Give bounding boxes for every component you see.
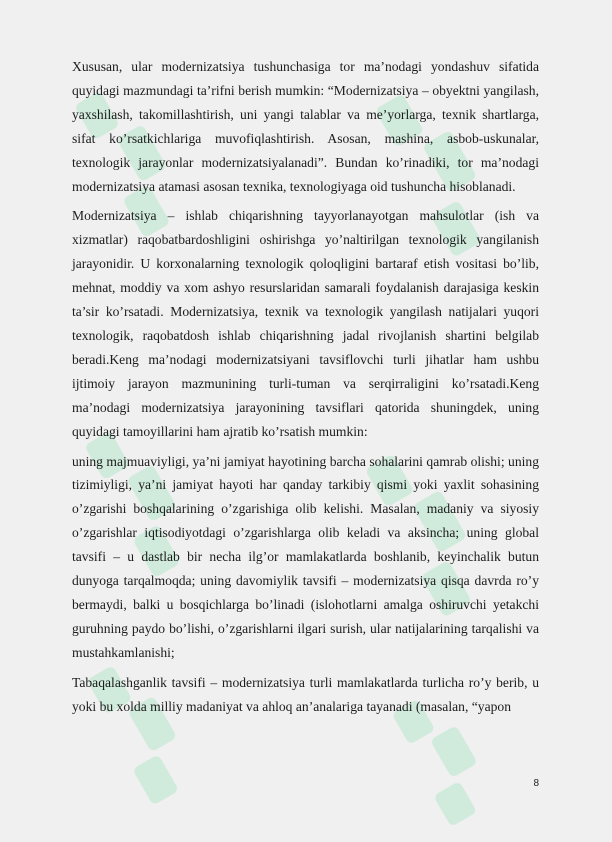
paragraph: Tabaqalashganlik tavsifi – modernizatsiya turli mamlakatlarda turlicha ro’y berib, u yoki bu xolda milliy madaniyat va ahloq an’analariga tayanadi (masalan, “yapon xyxy=(72,674,539,714)
paragraph: Xususan, ular modernizatsiya tushunchasiga tor ma’nodagi yondashuv sifatida quyidagi mazmundagi ta’rifni berish mumkin: “Modernizatsiya – obyektni yangilash, yaxshilash, takomillashtirish, uni yangi talablar va me’yorlarga, texnik shartlarga, sifat ko’rsatkichlariga muvofiqlashtirish. Asosan, mashina, asbob-uskunalar, texnologik jarayonlar modernizatsiyalanadi”. Bundan ko’rinadiki, tor ma’nodagi modernizatsiya atamasi asosan texnika, texnologiyaga oid tushuncha hisoblanadi. xyxy=(72,59,539,194)
paragraph: uning majmuaviyligi, ya’ni jamiyat hayotining barcha sohalarini qamrab olishi; uning tizimiyligi, ya’ni jamiyat hayoti har qanday tarkibiy qismi yoki yaxlit sohasining o’zgarishi boshqalarining o’zgarishiga olib kelishi. Masalan, madaniy va siyosiy o’zgarishlar iqtisodiyotdagi o’zgarishlarga olib keladi va aksincha; uning global tavsifi – u dastlab bir necha ilg’or mamlakatlarda boshlanib, keyinchalik butun dunyoga tarqalmoqda; uning davomiylik tavsifi – modernizatsiya qisqa davrda ro’y bermaydi, balki u bosqichlarga bo’linadi (islohotlarni amalga oshiruvchi yetakchi guruhning paydo bo’lishi, o’zgarishlarni ilgari surish, ular natijalarining tarqalishi va mustahkamlanishi; xyxy=(72,453,539,660)
document-body xyxy=(72,55,539,718)
paragraph: Modernizatsiya – ishlab chiqarishning tayyorlanayotgan mahsulotlar (ish va xizmatlar) raqobatbardoshligini oshirishga yo’naltirilgan texnologik yangilanish jarayonidir. U korxonalarning texnologik qoloqligini bartaraf etish vositasi bo’lib, mehnat, moddiy va xom ashyo resurslaridan samarali foydalanish darajasiga keskin ta’sir ko’rsatadi. Modernizatsiya, texnik va texnologik yangilash natijalari yuqori texnologik, raqobatdosh ishlab chiqarishning jadal rivojlanish shartini belgilab beradi.Keng ma’nodagi modernizatsiyani tavsiflovchi turli jihatlar ham ushbu ijtimoiy jarayon mazmunining turli-tuman va serqirraligini ko’rsatadi.Keng ma’nodagi modernizatsiya jarayonining tavsiflari qatorida shuningdek, uning quyidagi tamoyillarini ham ajratib ko’rsatish mumkin: xyxy=(72,208,539,439)
page-number: 8 xyxy=(533,778,539,789)
